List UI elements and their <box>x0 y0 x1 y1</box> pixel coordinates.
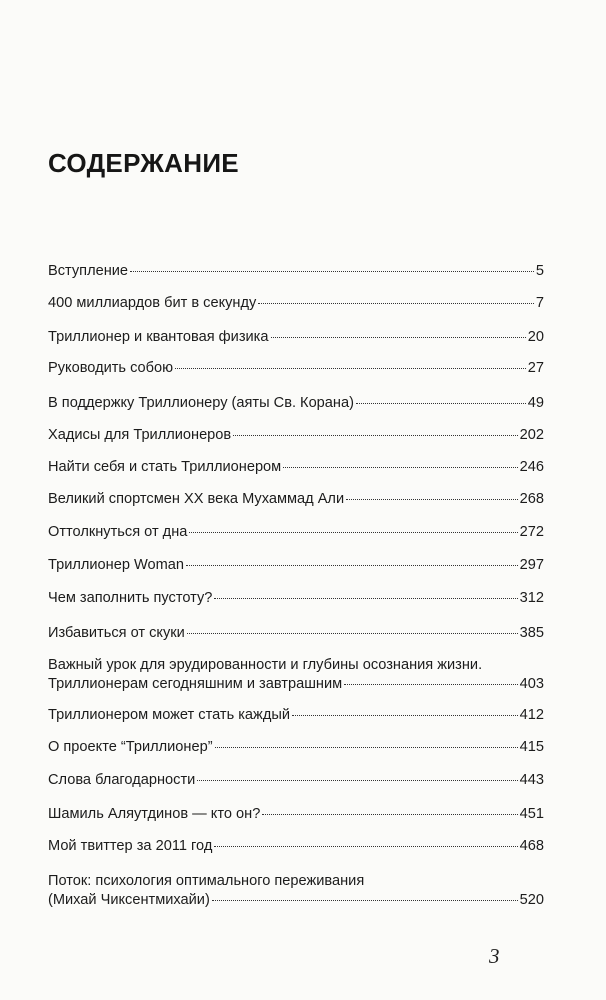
toc-entry-title: Найти себя и стать Триллионером <box>48 459 282 475</box>
toc-entry <box>48 872 544 910</box>
toc-entry-title: Великий спортсмен XX века Мухаммад Али <box>48 491 345 507</box>
dot-leader <box>344 684 517 685</box>
toc-entry-title: Вступление <box>48 263 129 279</box>
toc-entry-title: Мой твиттер за 2011 год <box>48 838 213 854</box>
dot-leader <box>175 368 526 369</box>
dot-leader <box>215 747 518 748</box>
toc-entry-page: 520 <box>519 892 544 908</box>
toc-entry-page: 202 <box>519 427 544 443</box>
toc-entry-page: 49 <box>527 395 544 411</box>
toc-entry-page: 297 <box>519 557 544 573</box>
dot-leader <box>187 633 518 634</box>
toc-entry-title: Чем заполнить пустоту? <box>48 590 213 606</box>
dot-leader <box>292 715 518 716</box>
toc-entry <box>48 589 544 608</box>
toc-entry-page: 403 <box>519 676 544 692</box>
page-number: 3 <box>489 944 500 968</box>
toc-entry <box>48 556 544 575</box>
toc-entry-page: 451 <box>519 806 544 822</box>
toc-entry <box>48 458 544 477</box>
dot-leader <box>346 499 518 500</box>
toc-entry-title: О проекте “Триллионер” <box>48 739 213 755</box>
toc-entry <box>48 359 544 378</box>
toc-entry <box>48 805 544 824</box>
toc-entry-title: Триллионер и квантовая физика <box>48 329 269 345</box>
toc-entry <box>48 490 544 509</box>
toc-entry-title: В поддержку Триллионеру (аяты Св. Корана) <box>48 395 354 411</box>
toc-entry <box>48 294 544 313</box>
dot-leader <box>214 846 517 847</box>
toc-entry-page: 443 <box>519 772 544 788</box>
dot-leader <box>212 900 518 901</box>
toc-entry <box>48 262 544 281</box>
toc-entry-title-line1: Важный урок для эрудированности и глубины осознания жизни. <box>48 657 483 673</box>
toc-entry-page: 415 <box>519 739 544 755</box>
toc-entry <box>48 656 544 694</box>
dot-leader <box>197 780 517 781</box>
toc-entry-title: Шамиль Аляутдинов — кто он? <box>48 806 261 822</box>
toc-entry-title: Слова благодарности <box>48 772 196 788</box>
toc-entry-page: 412 <box>519 707 544 723</box>
toc-entry-title-line1: Поток: психология оптимального переживания <box>48 873 365 889</box>
dot-leader <box>233 435 517 436</box>
dot-leader <box>130 271 534 272</box>
toc-entry <box>48 328 544 347</box>
toc-entry-page: 20 <box>527 329 544 345</box>
toc-entry-page: 468 <box>519 838 544 854</box>
toc-entry-title: Триллионером может стать каждый <box>48 707 290 723</box>
toc-entry-page: 312 <box>519 590 544 606</box>
toc-entry-title: Руководить собою <box>48 360 174 376</box>
toc-entry-title-line2: Триллионерам сегодняшним и завтрашним <box>48 676 343 692</box>
toc-entry-page: 268 <box>519 491 544 507</box>
toc-entry-page: 272 <box>519 524 544 540</box>
toc-entry-title: Избавиться от скуки <box>48 625 185 641</box>
toc-entry-page: 7 <box>535 295 544 311</box>
dot-leader <box>186 565 518 566</box>
dot-leader <box>283 467 517 468</box>
dot-leader <box>258 303 534 304</box>
toc-entry-title: Оттолкнуться от дна <box>48 524 188 540</box>
toc-entry-page: 5 <box>535 263 544 279</box>
toc-entry-title: Хадисы для Триллионеров <box>48 427 232 443</box>
toc-entry <box>48 426 544 445</box>
dot-leader <box>356 403 526 404</box>
toc-entry <box>48 771 544 790</box>
toc-entry <box>48 624 544 643</box>
toc-entry <box>48 706 544 725</box>
toc-entry <box>48 523 544 542</box>
dot-leader <box>189 532 517 533</box>
dot-leader <box>262 814 517 815</box>
toc-entry <box>48 738 544 757</box>
dot-leader <box>271 337 526 338</box>
toc-entry-title-line2: (Михай Чиксентмихайи) <box>48 892 210 908</box>
toc-entry-title: 400 миллиардов бит в секунду <box>48 295 257 311</box>
toc-entry <box>48 837 544 856</box>
dot-leader <box>214 598 517 599</box>
page-title: СОДЕРЖАНИЕ <box>48 148 239 178</box>
toc-entry-title: Триллионер Woman <box>48 557 185 573</box>
toc-entry <box>48 394 544 413</box>
toc-entry-page: 27 <box>527 360 544 376</box>
toc-entry-page: 385 <box>519 625 544 641</box>
toc-entry-page: 246 <box>519 459 544 475</box>
